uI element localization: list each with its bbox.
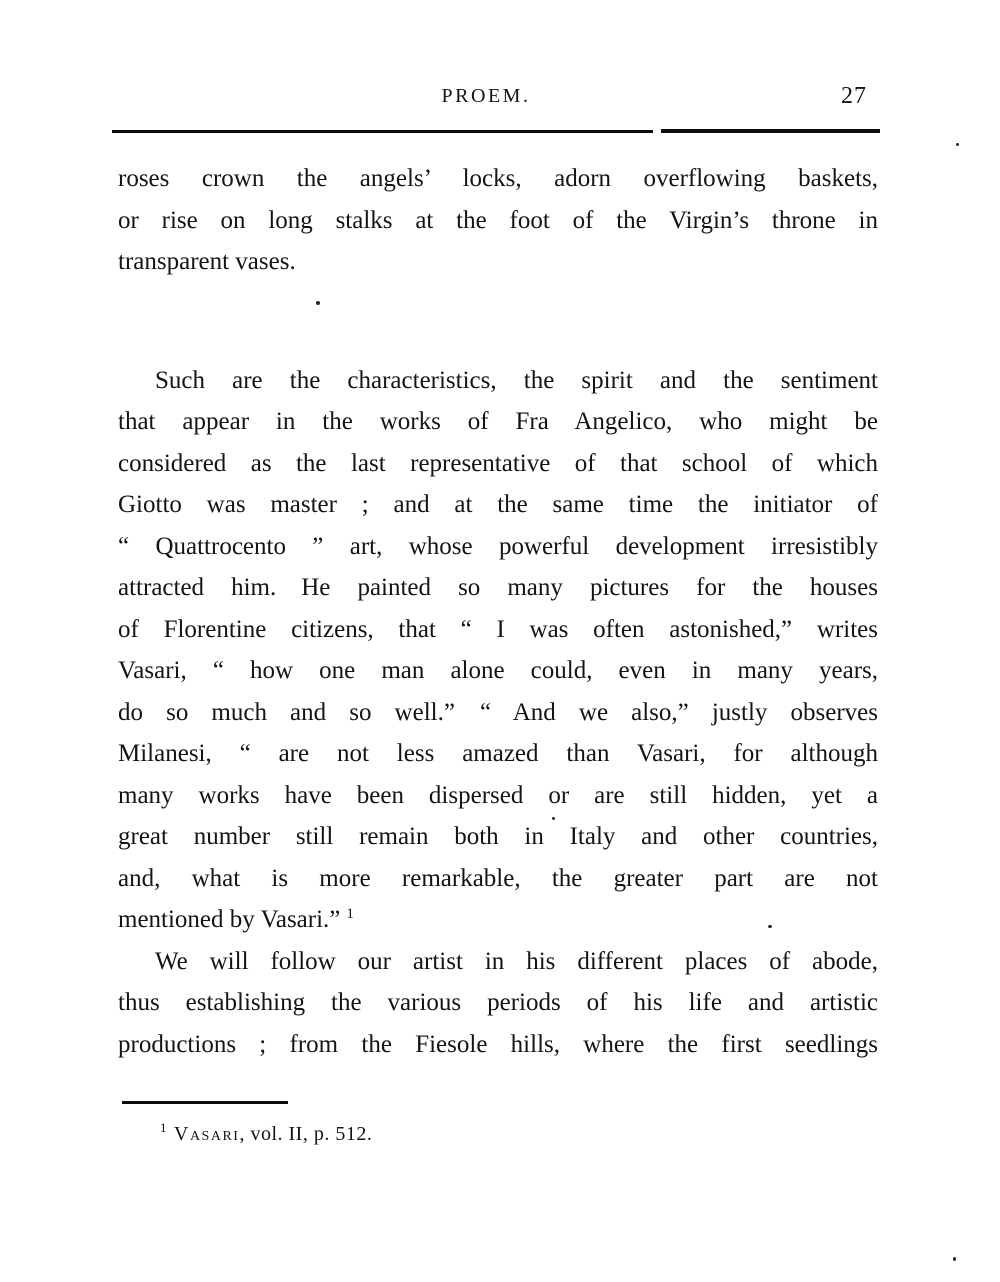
text-line: thus establishing the various periods of his life and artistic bbox=[118, 989, 878, 1016]
scan-speck bbox=[552, 817, 555, 820]
text-line: Giotto was master ; and at the same time the initiator of bbox=[118, 491, 878, 518]
text-line bbox=[118, 899, 878, 941]
page-number: 27 bbox=[841, 83, 867, 109]
text-line: of Florentine citizens, that “ I was often astonished,” writes bbox=[118, 615, 878, 643]
text-line-content: mentioned by Vasari.” bbox=[118, 906, 341, 933]
text-line: attracted him. He painted so many pictures for the houses bbox=[118, 574, 878, 601]
text-line: roses crown the angels’ locks, adorn overflowing baskets, bbox=[118, 165, 878, 192]
footnote-marker: 1 bbox=[160, 1120, 167, 1136]
text-line: do so much and so well.” “ And we also,” justly observes bbox=[118, 698, 878, 726]
scan-speck bbox=[768, 925, 772, 928]
text-line: “ Quattrocento ” art, whose powerful development irresistibly bbox=[118, 532, 878, 560]
footnote-rule bbox=[122, 1101, 288, 1104]
text-line: productions ; from the Fiesole hills, where the first seedlings bbox=[118, 1030, 878, 1058]
paragraph-1 bbox=[118, 158, 878, 283]
running-title: PROEM. bbox=[441, 85, 531, 107]
paragraph-3 bbox=[118, 941, 878, 1066]
text-line: Milanesi, “ are not less amazed than Vasari, for although bbox=[118, 740, 878, 767]
footnote-text: , vol. II, p. 512. bbox=[239, 1123, 373, 1145]
text-line: We will follow our artist in his different places of abode, bbox=[155, 947, 878, 975]
scan-speck bbox=[953, 1257, 956, 1261]
header-rule-right bbox=[661, 129, 880, 133]
body-text bbox=[118, 158, 878, 1065]
text-line: that appear in the works of Fra Angelico, who might be bbox=[118, 408, 878, 435]
text-line: or rise on long stalks at the foot of the Virgin’s throne in bbox=[118, 206, 878, 234]
footnote-author: Vasari bbox=[174, 1123, 240, 1145]
text-line: considered as the last representative of that school of which bbox=[118, 449, 878, 477]
text-line: transparent vases. bbox=[118, 248, 296, 275]
paragraph-2 bbox=[118, 360, 878, 941]
footnote bbox=[160, 1120, 373, 1146]
header-rule-left bbox=[112, 130, 653, 133]
text-line: Vasari, “ how one man alone could, even in many years, bbox=[118, 657, 878, 684]
text-line: Such are the characteristics, the spirit and the sentiment bbox=[155, 366, 878, 394]
text-line: many works have been dispersed or are still hidden, yet a bbox=[118, 781, 878, 809]
text-line: great number still remain both in Italy and other countries, bbox=[118, 823, 878, 850]
footnote-reference: 1 bbox=[346, 905, 354, 922]
text-line: and, what is more remarkable, the greater part are not bbox=[118, 864, 878, 892]
scan-speck bbox=[316, 301, 320, 305]
scan-speck bbox=[956, 143, 959, 146]
